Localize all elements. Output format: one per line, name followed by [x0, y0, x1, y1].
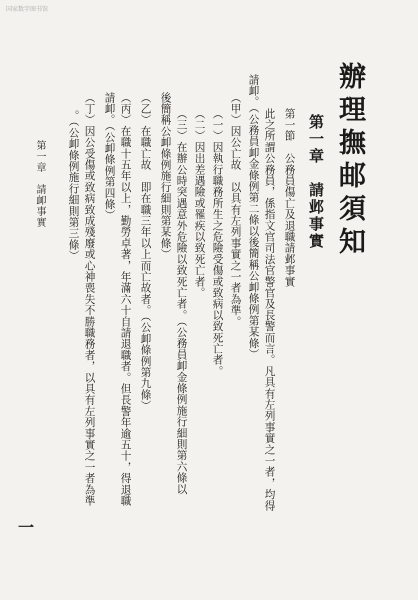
body-line: （二）因出差遇險或罹疾以致死亡者。 — [193, 108, 206, 299]
body-line: 後簡稱公卹條例施行細則第某條） — [159, 92, 172, 260]
body-line: （三）在辦公時突遇意外危險以致死亡者。（公務員卹金條例施行細則第六條以 — [175, 108, 188, 495]
section-heading: 第一節 公務員傷亡及退職請邺事實 — [283, 108, 296, 288]
body-line: （一）因執行職務所生之危險受傷或致病以致死亡者。 — [211, 108, 224, 377]
body-line: （丁）因公受傷或致病致成殘廢或心神喪失不勝職務者，以具有左列事實之一者為準 — [83, 92, 96, 507]
chapter-heading: 第一章 請邺事實 — [307, 114, 325, 250]
body-line: （乙）在職亡故 即在職三年以上而亡故者。（公卹條例第九條） — [139, 92, 152, 412]
body-line: （甲）因公亡故 以具有左列事實之一者為準。 — [229, 92, 242, 328]
running-footer: 第一章 請卹事實 — [34, 140, 45, 228]
body-line: 請卹。（公務員卹金條例第二條以後簡稱公卹條例第某條） — [247, 74, 260, 360]
body-line: 此之所謂公務員，係指文官司法官警官及長警而言。凡具有左列事實之一者，均得 — [263, 108, 276, 512]
body-line: （丙）在職十五年以上，勤勞卓著，年滿六十自請退職者。但長警年逾五十，得退職 — [119, 92, 132, 507]
body-line: 。（公卹條例施行細則第三條） — [67, 110, 80, 262]
body-line: 請卹。（公卹條例第四條） — [103, 92, 116, 222]
document-title: 辦理撫邮須知 — [334, 62, 365, 260]
watermark: 国家数字图书馆 — [6, 6, 49, 13]
page-number: 一 — [18, 518, 35, 537]
